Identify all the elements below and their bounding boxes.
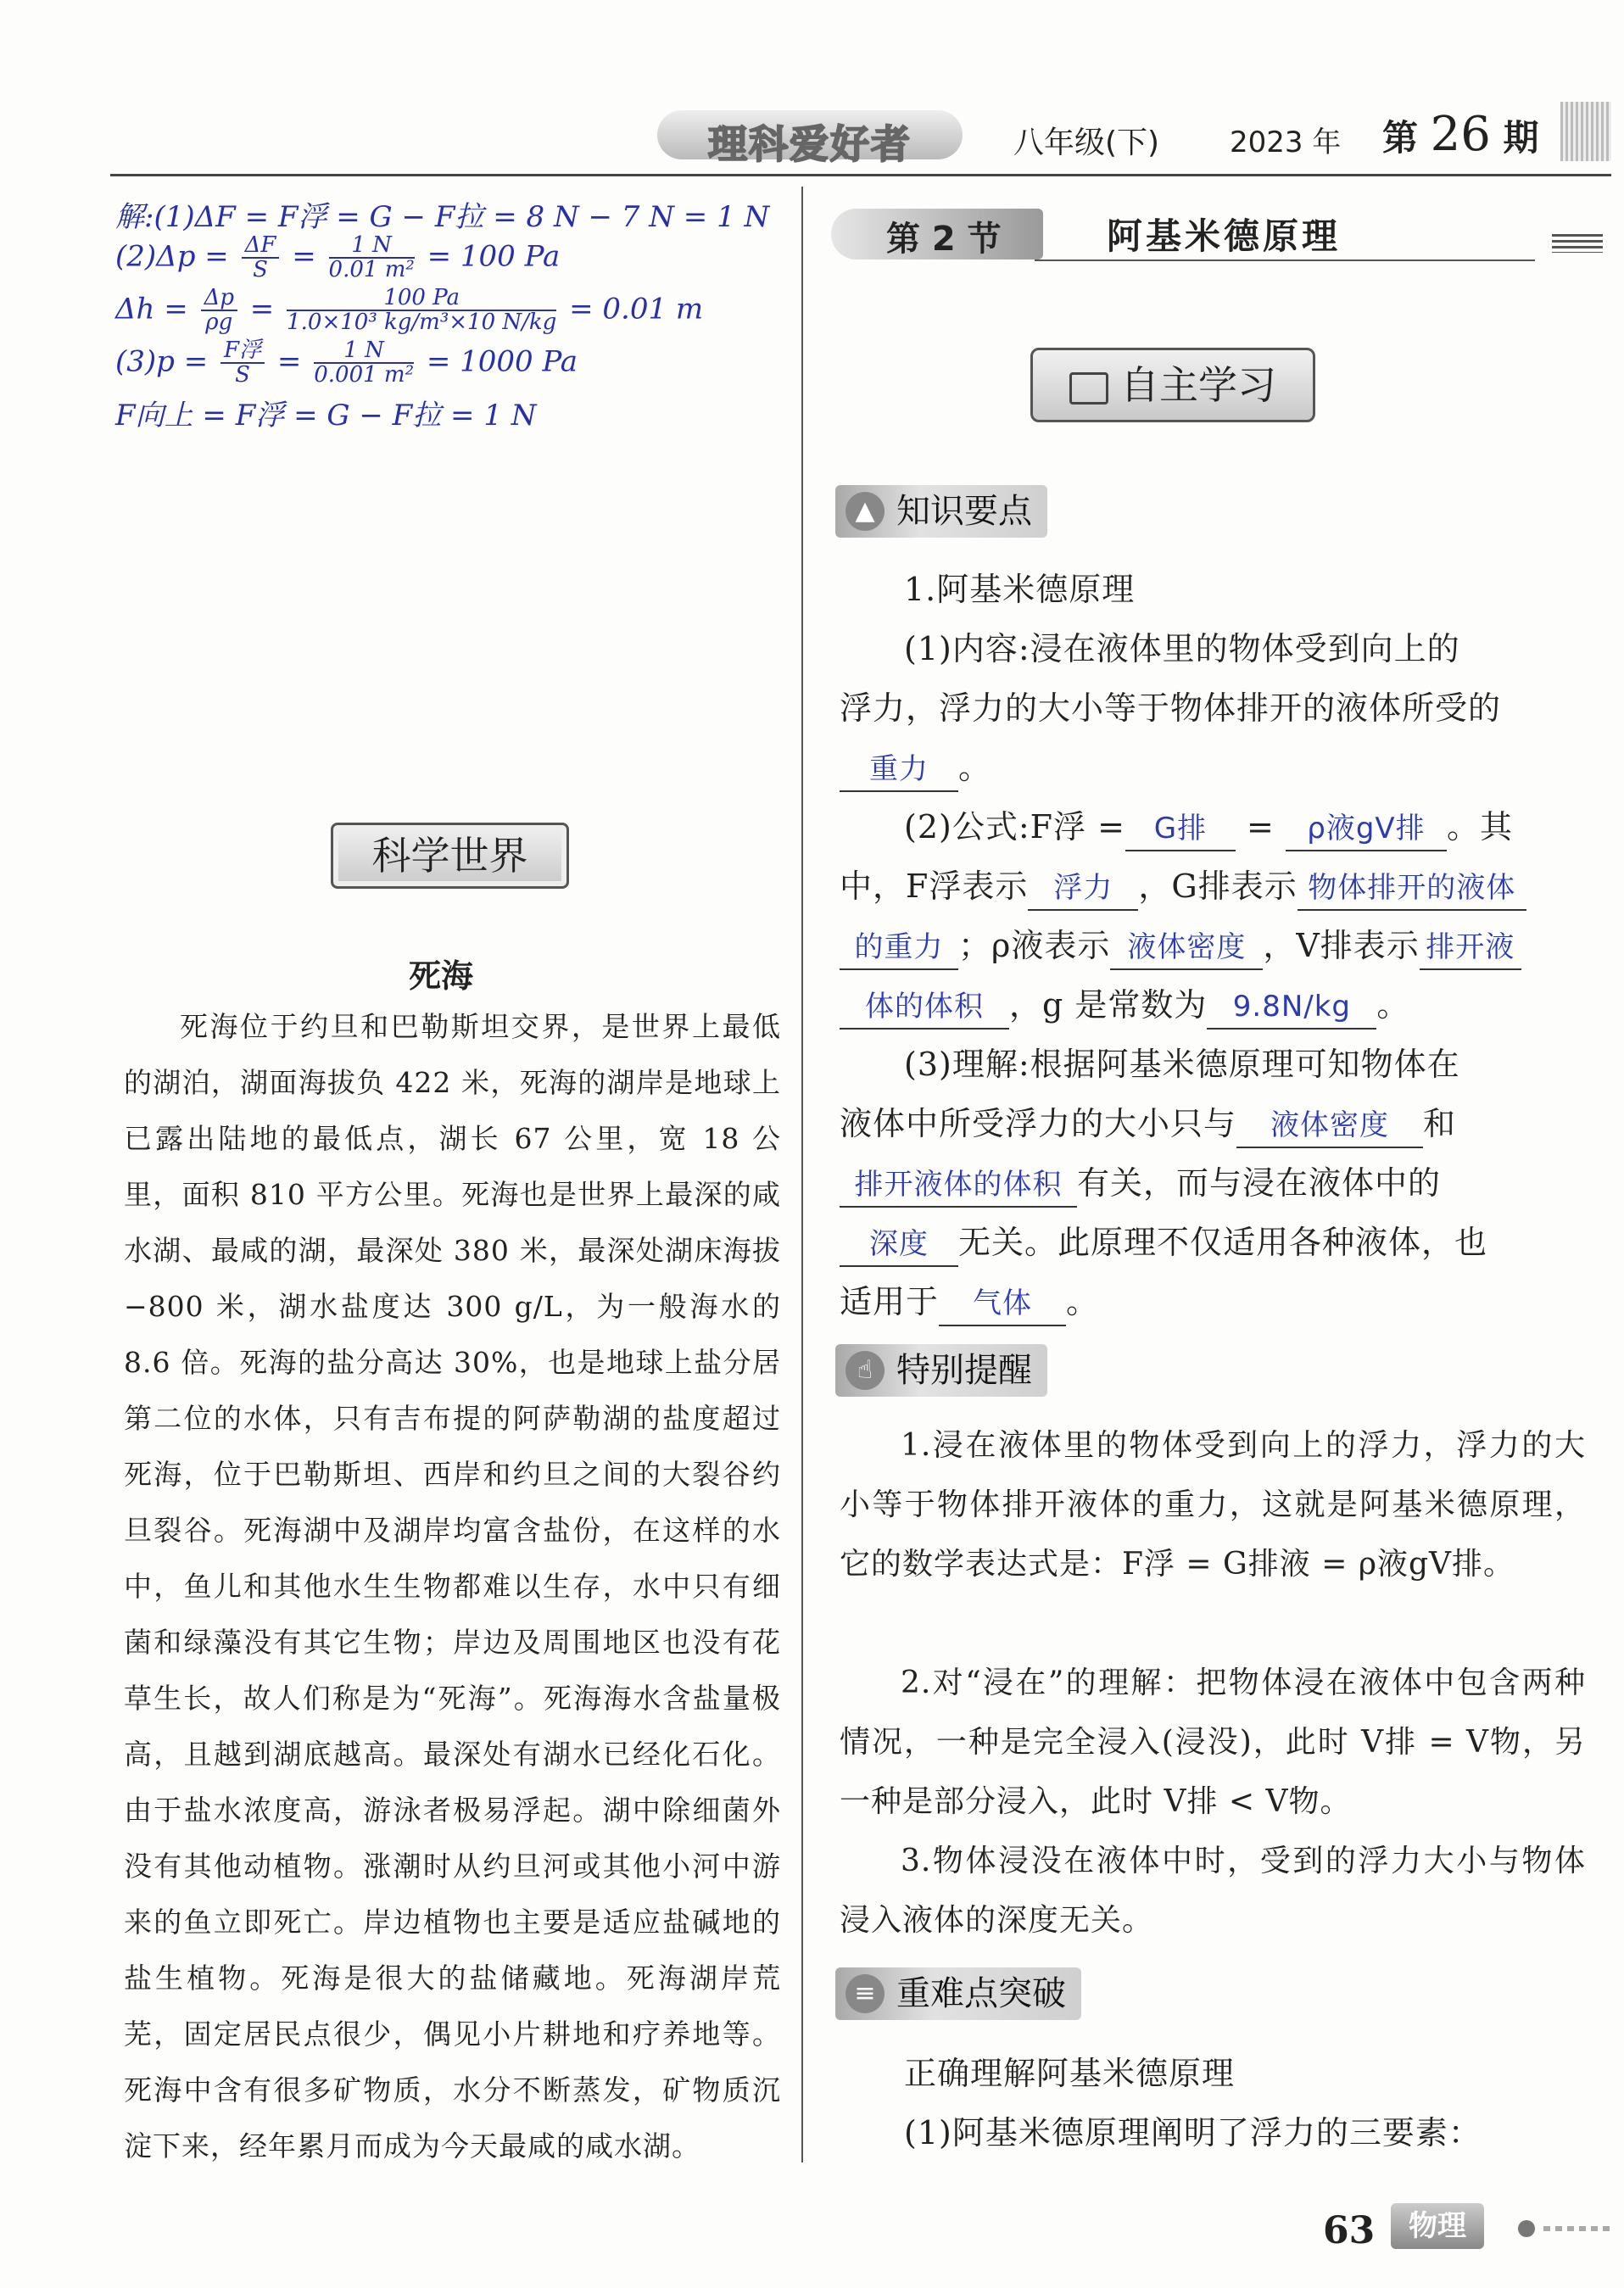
- subject-tag: 物理: [1391, 2203, 1484, 2249]
- numerator: Δp: [201, 287, 237, 311]
- header-rule: [110, 174, 1611, 176]
- understand-line-c: [840, 1153, 1586, 1213]
- tip-3: 3.物体浸没在液体中时，受到的浮力大小与物体浸入液体的深度无关。: [840, 1844, 1586, 1938]
- understand-c: 有关，而与浸在液体中的: [1077, 1164, 1442, 1202]
- section-title: 阿基米德原理: [1107, 215, 1342, 257]
- understand-line-b: [840, 1094, 1586, 1153]
- science-world-badge: 科学世界: [331, 823, 569, 889]
- numerator: 1 N: [314, 339, 414, 364]
- meaning-b: ，G排表示: [1138, 868, 1298, 905]
- understand-d: 无关。此原理不仅适用各种液体，也: [958, 1224, 1488, 1261]
- fraction: [287, 287, 556, 335]
- meaning-a: 中，F浮表示: [840, 868, 1029, 905]
- formula-tail: 。其: [1446, 808, 1513, 845]
- content-line-c: [840, 738, 1586, 797]
- solution-line-2: (2)Δp = $\frac{\Delta F}{S}$ = $\frac{1 N}{\text{0.01 m²}}$ = 100 Pa: [115, 232, 561, 283]
- period: 。: [1066, 1283, 1100, 1320]
- denominator: 1.0×10³ kg/m³×10 N/kg: [287, 310, 557, 336]
- answer-blank: ρ液gV排: [1286, 807, 1447, 851]
- section-rule: [1035, 259, 1535, 261]
- numerator: 1 N: [329, 234, 415, 259]
- article-body: 死海位于约旦和巴勒斯坦交界，是世界上最低的湖泊，湖面海拔负 422 米，死海的湖岸是地球上已露出陆地的最低点，湖长 67 公里，宽 18 公里，面积 810 平方公里。死海也是世界上最深的咸水湖、最咸的湖，最深处 380 米，最深处湖床海拔 −800 米，湖水盐度达 300 g/L，为一般海水的 8.6 倍。死海的盐分高达 30%，也是地球上盐分居第二位的水体，只有吉布提的阿萨勒湖的盐度超过死海，位于巴勒斯坦、西岸和约旦之间的大裂谷约旦裂谷。死海湖中及湖岸均富含盐份，在这样的水中，鱼儿和其他水生生物都难以生存，水中只有细菌和绿藻没有其它生物；岸边及周围地区也没有花草生长，故人们称是为“死海”。死海海水含盐量极高，且越到湖底越高。最深处有湖水已经化石化。由于盐水浓度高，游泳者极易浮起。湖中除细菌外没有其他动植物。涨潮时从约旦河或其他小河中游来的鱼立即死亡。岸边植物也主要是适应盐碱地的盐生植物。死海是很大的盐储藏地。死海湖岸荒芜，固定居民点很少，偶见小片耕地和疗养地等。死海中含有很多矿物质，水分不断蒸发，矿物质沉淀下来，经年累月而成为今天最咸的咸水湖。: [124, 1010, 781, 2162]
- solution-line-4-lead: (3)p =: [115, 344, 209, 379]
- solution-line-5: F向上 = F浮 = G − F拉 = 1 N: [115, 399, 537, 432]
- understand-b: 液体中所受浮力的大小只与: [840, 1105, 1237, 1142]
- solution-line-3: Δh = $\frac{\Delta p}{\rho g}$ = $\frac{100 Pa}{\text{1.0×10³ kg/m³×10 N/kg}}$ = 0.01 m: [115, 285, 704, 336]
- issue-label: [1382, 107, 1539, 162]
- meaning-line-1: [840, 857, 1586, 916]
- answer-blank: 深度: [840, 1223, 958, 1267]
- meaning-d: ，V排表示: [1263, 927, 1420, 964]
- content-line-a: (1)内容:浸在液体里的物体受到向上的: [904, 630, 1460, 667]
- key-difficult-label: [835, 1967, 1081, 2020]
- fraction: [220, 339, 265, 388]
- understand-e: 适用于: [840, 1283, 940, 1320]
- fraction: [242, 234, 280, 282]
- self-study-badge: [1030, 348, 1315, 422]
- denominator: S: [253, 257, 268, 283]
- answer-blank: 重力: [840, 748, 958, 792]
- solution-line-4: (3)p = $\frac{\text{F浮}}{S}$ = $\frac{1 N}{\text{0.001 m²}}$ = 1000 Pa: [115, 338, 578, 388]
- column-divider: [801, 187, 803, 2162]
- header-decoration: [1560, 102, 1611, 161]
- special-reminder-text: 特别提醒: [896, 1351, 1032, 1390]
- answer-blank: 排开液体的体积: [840, 1164, 1077, 1208]
- knowledge-points-text: 知识要点: [896, 492, 1032, 531]
- answer-blank: 液体密度: [1110, 926, 1263, 970]
- hand-icon: ☝: [845, 1351, 885, 1390]
- numerator: 100 Pa: [287, 287, 556, 311]
- bars-icon: ≡: [845, 1974, 885, 2013]
- brand-text: 理科爱好者: [708, 121, 912, 167]
- numerator: F浮: [220, 339, 265, 364]
- brand-logo: [657, 102, 963, 170]
- special-reminder-label: [835, 1344, 1047, 1397]
- denominator: 0.001 m²: [314, 362, 414, 388]
- understand-line-e: [840, 1272, 1586, 1331]
- tip-2: 2.对“浸在”的理解：把物体浸在液体中包含两种情况，一种是完全浸入(浸没)，此时 V排 = V物，另一种是部分浸入，此时 V排 < V物。: [840, 1666, 1586, 1819]
- denominator: S: [235, 362, 250, 388]
- solution-line-4-result: = 1000 Pa: [426, 344, 578, 379]
- tip-1: 1.浸在液体里的物体受到向上的浮力，浮力的大小等于物体排开液体的重力，这就是阿基米德原理，它的数学表达式是：F浮 = G排液 = ρ液gV排。: [840, 1428, 1586, 1582]
- solution-line-1: 解:(1)ΔF = F浮 = G − F拉 = 8 N − 7 N = 1 N: [115, 200, 770, 234]
- solution-line-2-lead: (2)Δp =: [115, 239, 229, 274]
- section-header: [831, 200, 1611, 268]
- kp-heading: 1.阿基米德原理: [904, 571, 1136, 608]
- triangle-icon: ▲: [845, 492, 885, 531]
- answer-blank: 的重力: [840, 926, 958, 970]
- meaning-line-3: [840, 975, 1586, 1035]
- understand-line-a: (3)理解:根据阿基米德原理可知物体在: [904, 1046, 1460, 1083]
- denominator: ρg: [205, 310, 233, 336]
- page-number: 63: [1323, 2209, 1376, 2252]
- issue-prefix: 第: [1382, 117, 1419, 159]
- meaning-e: ，g 是常数为: [1009, 986, 1208, 1024]
- book-icon: [1069, 372, 1108, 405]
- understand-line-d: [840, 1213, 1586, 1272]
- formula-line: [840, 797, 1624, 857]
- key-heading: 正确理解阿基米德原理: [904, 2055, 1236, 2092]
- footer-decoration: [1543, 2226, 1611, 2231]
- solution-line-2-result: = 100 Pa: [427, 239, 561, 274]
- formula-eq: =: [1247, 808, 1275, 845]
- answer-blank: 物体排开的液体: [1298, 867, 1526, 911]
- key-paragraph-1: (1)阿基米德原理阐明了浮力的三要素：: [904, 2114, 1482, 2151]
- solution-line-3-result: = 0.01 m: [569, 292, 704, 326]
- section-number: 第 2 节: [886, 220, 1002, 259]
- footer-dot: [1518, 2220, 1535, 2237]
- answer-blank: 浮力: [1028, 867, 1138, 911]
- article-title: 死海: [408, 957, 473, 995]
- issue-suffix: 期: [1503, 117, 1539, 159]
- period: 。: [1376, 986, 1410, 1024]
- answer-blank: 体的体积: [840, 985, 1009, 1030]
- understand-and: 和: [1423, 1105, 1457, 1142]
- key-difficult-text: 重难点突破: [896, 1974, 1066, 2013]
- formula-lead: (2)公式:F浮 =: [904, 808, 1125, 845]
- answer-blank: 液体密度: [1236, 1104, 1423, 1148]
- content-line-b: 浮力，浮力的大小等于物体排开的液体所受的: [840, 689, 1502, 727]
- numerator: ΔF: [242, 234, 280, 259]
- meaning-line-2: [840, 916, 1586, 975]
- answer-blank: 气体: [939, 1282, 1066, 1326]
- denominator: 0.01 m²: [328, 257, 415, 283]
- meaning-c: ；ρ液表示: [958, 927, 1111, 964]
- fraction: [314, 339, 414, 388]
- answer-blank: G排: [1125, 807, 1236, 851]
- period: 。: [958, 749, 992, 786]
- year-label: 2023 年: [1230, 126, 1342, 159]
- knowledge-points-label: [835, 485, 1047, 538]
- self-study-label: 自主学习: [1120, 362, 1276, 408]
- issue-number: 26: [1430, 107, 1491, 162]
- fraction: [329, 234, 415, 282]
- solution-line-3-lead: Δh =: [115, 292, 188, 326]
- grade-label: 八年级(下): [1013, 126, 1160, 160]
- answer-blank: 排开液: [1420, 926, 1521, 970]
- fraction: [201, 287, 237, 335]
- section-decoration: [1552, 234, 1603, 253]
- answer-blank: 9.8N/kg: [1207, 985, 1376, 1030]
